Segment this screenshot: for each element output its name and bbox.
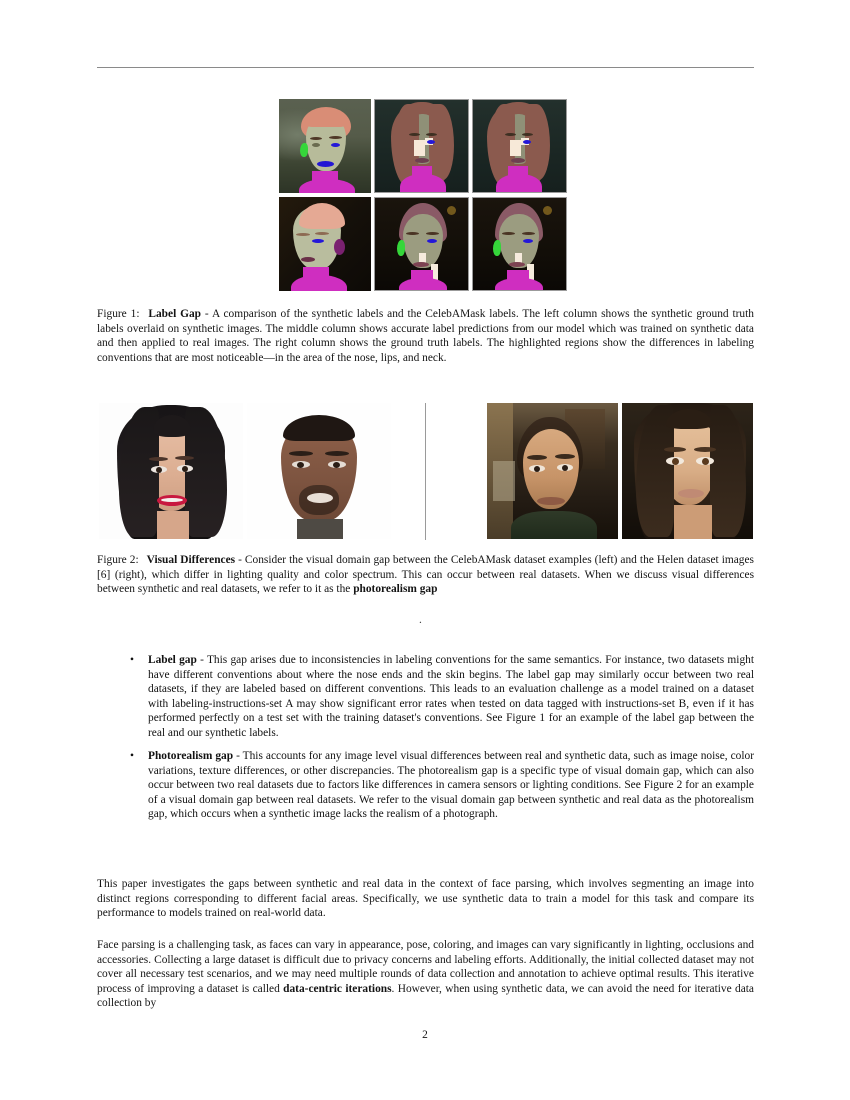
figure-1-row-2: [279, 197, 571, 291]
list-item-term: Label gap: [148, 654, 197, 666]
groundtruth-label-male: [472, 197, 567, 291]
helen-photo-dark-hair-woman: [622, 403, 753, 539]
figure-1-image-grid: [279, 99, 571, 291]
figure-1-row-1: [279, 99, 571, 193]
figure-2-helen-group: [487, 403, 753, 539]
synthetic-label-overlay-male: [279, 197, 371, 291]
figure-2-caption-label: Figure 2:: [97, 554, 139, 566]
stray-punctuation-mark: .: [419, 614, 422, 626]
figure-1-caption-term: Label Gap: [148, 308, 202, 320]
body-paragraph-1: [97, 877, 754, 921]
body-paragraph-2: [97, 938, 754, 1011]
list-item-term: Photorealism gap: [148, 750, 234, 763]
figure-2-caption-body: - Consider the visual domain gap between the CelebAMask dataset examples (left) and the Helen dataset images [6] (right), which differ in lighting quality and color spectrum. This can occur between real datasets. When we discuss visual differences between synthetic and real datasets, we refer to it as the: [97, 554, 754, 596]
bullet-marker: •: [130, 750, 134, 763]
celeba-photo-man-beard: [247, 403, 391, 539]
list-item: [126, 749, 754, 822]
list-item: [126, 653, 754, 740]
predicted-label-male: [374, 197, 469, 291]
synthetic-label-overlay-female: [279, 99, 371, 193]
figure-1-caption-body: - A comparison of the synthetic labels and the CelebAMask labels. The left column shows the synthetic ground truth labels overlaid on synthetic images. The middle column shows accurate label predictions from our model which was trained on synthetic data and then applied to real images. The right column shows the ground truth labels. The highlighted regions show the differences in labeling conventions that are most noticeable—in the area of the nose, lips, and neck.: [97, 308, 754, 364]
page-number: 2: [422, 1029, 428, 1041]
bullet-marker: •: [130, 654, 134, 666]
figure-2-divider: [425, 403, 426, 540]
figure-2-caption-term-2: photorealism gap: [353, 583, 438, 596]
gap-definitions-list: [126, 653, 754, 831]
celeba-photo-woman-dark-hair: [99, 403, 243, 539]
figure-2-celebamask-group: [99, 403, 391, 539]
list-item-text: - This gap arises due to inconsistencies in labeling conventions for the same semantics. For instance, two datasets might have different conventions about where the nose ends and the skin begins. The label gap may similarly occur between two real datasets, if they are labeled based on different conventions. This leads to an evaluation challenge as a model trained on a dataset with labeling-instructions-set A may show significant error rates when tested on data tagged with instructions-set B, even if it has performed perfectly on a test set with the training dataset's conventions. See Figure 1 for an example of the label gap between the real and our synthetic labels.: [148, 654, 754, 739]
list-item-text: - This accounts for any image level visual differences between real and synthetic data, such as image noise, color variations, texture differences, or other discrepancies. The photorealism gap is a specific type of visual domain gap, which can also occur between two real datasets due to factors like differences in camera sensors or lighting conditions. See Figure 2 for an example of a visual domain gap between real datasets. We refer to the visual domain gap between synthetic and real data as the photorealism gap, which occurs when a synthetic image lacks the realism of a photograph.: [148, 750, 755, 821]
figure-2-caption-term: Visual Differences: [146, 554, 236, 566]
paragraph-text: Face parsing is a challenging task, as faces can vary in appearance, pose, coloring, and images can vary significantly in lighting, occlusions and accessories. Collecting a large dataset is difficult due to privacy concerns and labeling efforts. Additionally, the initial collected dataset may not cover all necessary test scenarios, and we may need multiple rounds of data collection and annotation to achieve optimal results. This iterative process of improving a dataset is called: [97, 939, 754, 995]
figure-2-caption: [97, 553, 754, 597]
figure-1-caption: [97, 307, 754, 365]
paragraph-term: data-centric iterations: [283, 982, 392, 995]
paragraph-text-cont: . However, when using synthetic data, we can avoid the need for iterative data collection by: [97, 982, 754, 1010]
groundtruth-label-female: [472, 99, 567, 193]
helen-photo-indoor-woman: [487, 403, 618, 539]
figure-1-caption-label: Figure 1:: [97, 308, 140, 320]
predicted-label-female: [374, 99, 469, 193]
header-rule: [97, 67, 754, 68]
paragraph-text: This paper investigates the gaps between synthetic and real data in the context of face parsing, which involves segmenting an image into distinct regions corresponding to different facial areas. Specifically, we use synthetic data to train a model for this task and compare its performance to models trained on real-world data.: [97, 878, 754, 920]
